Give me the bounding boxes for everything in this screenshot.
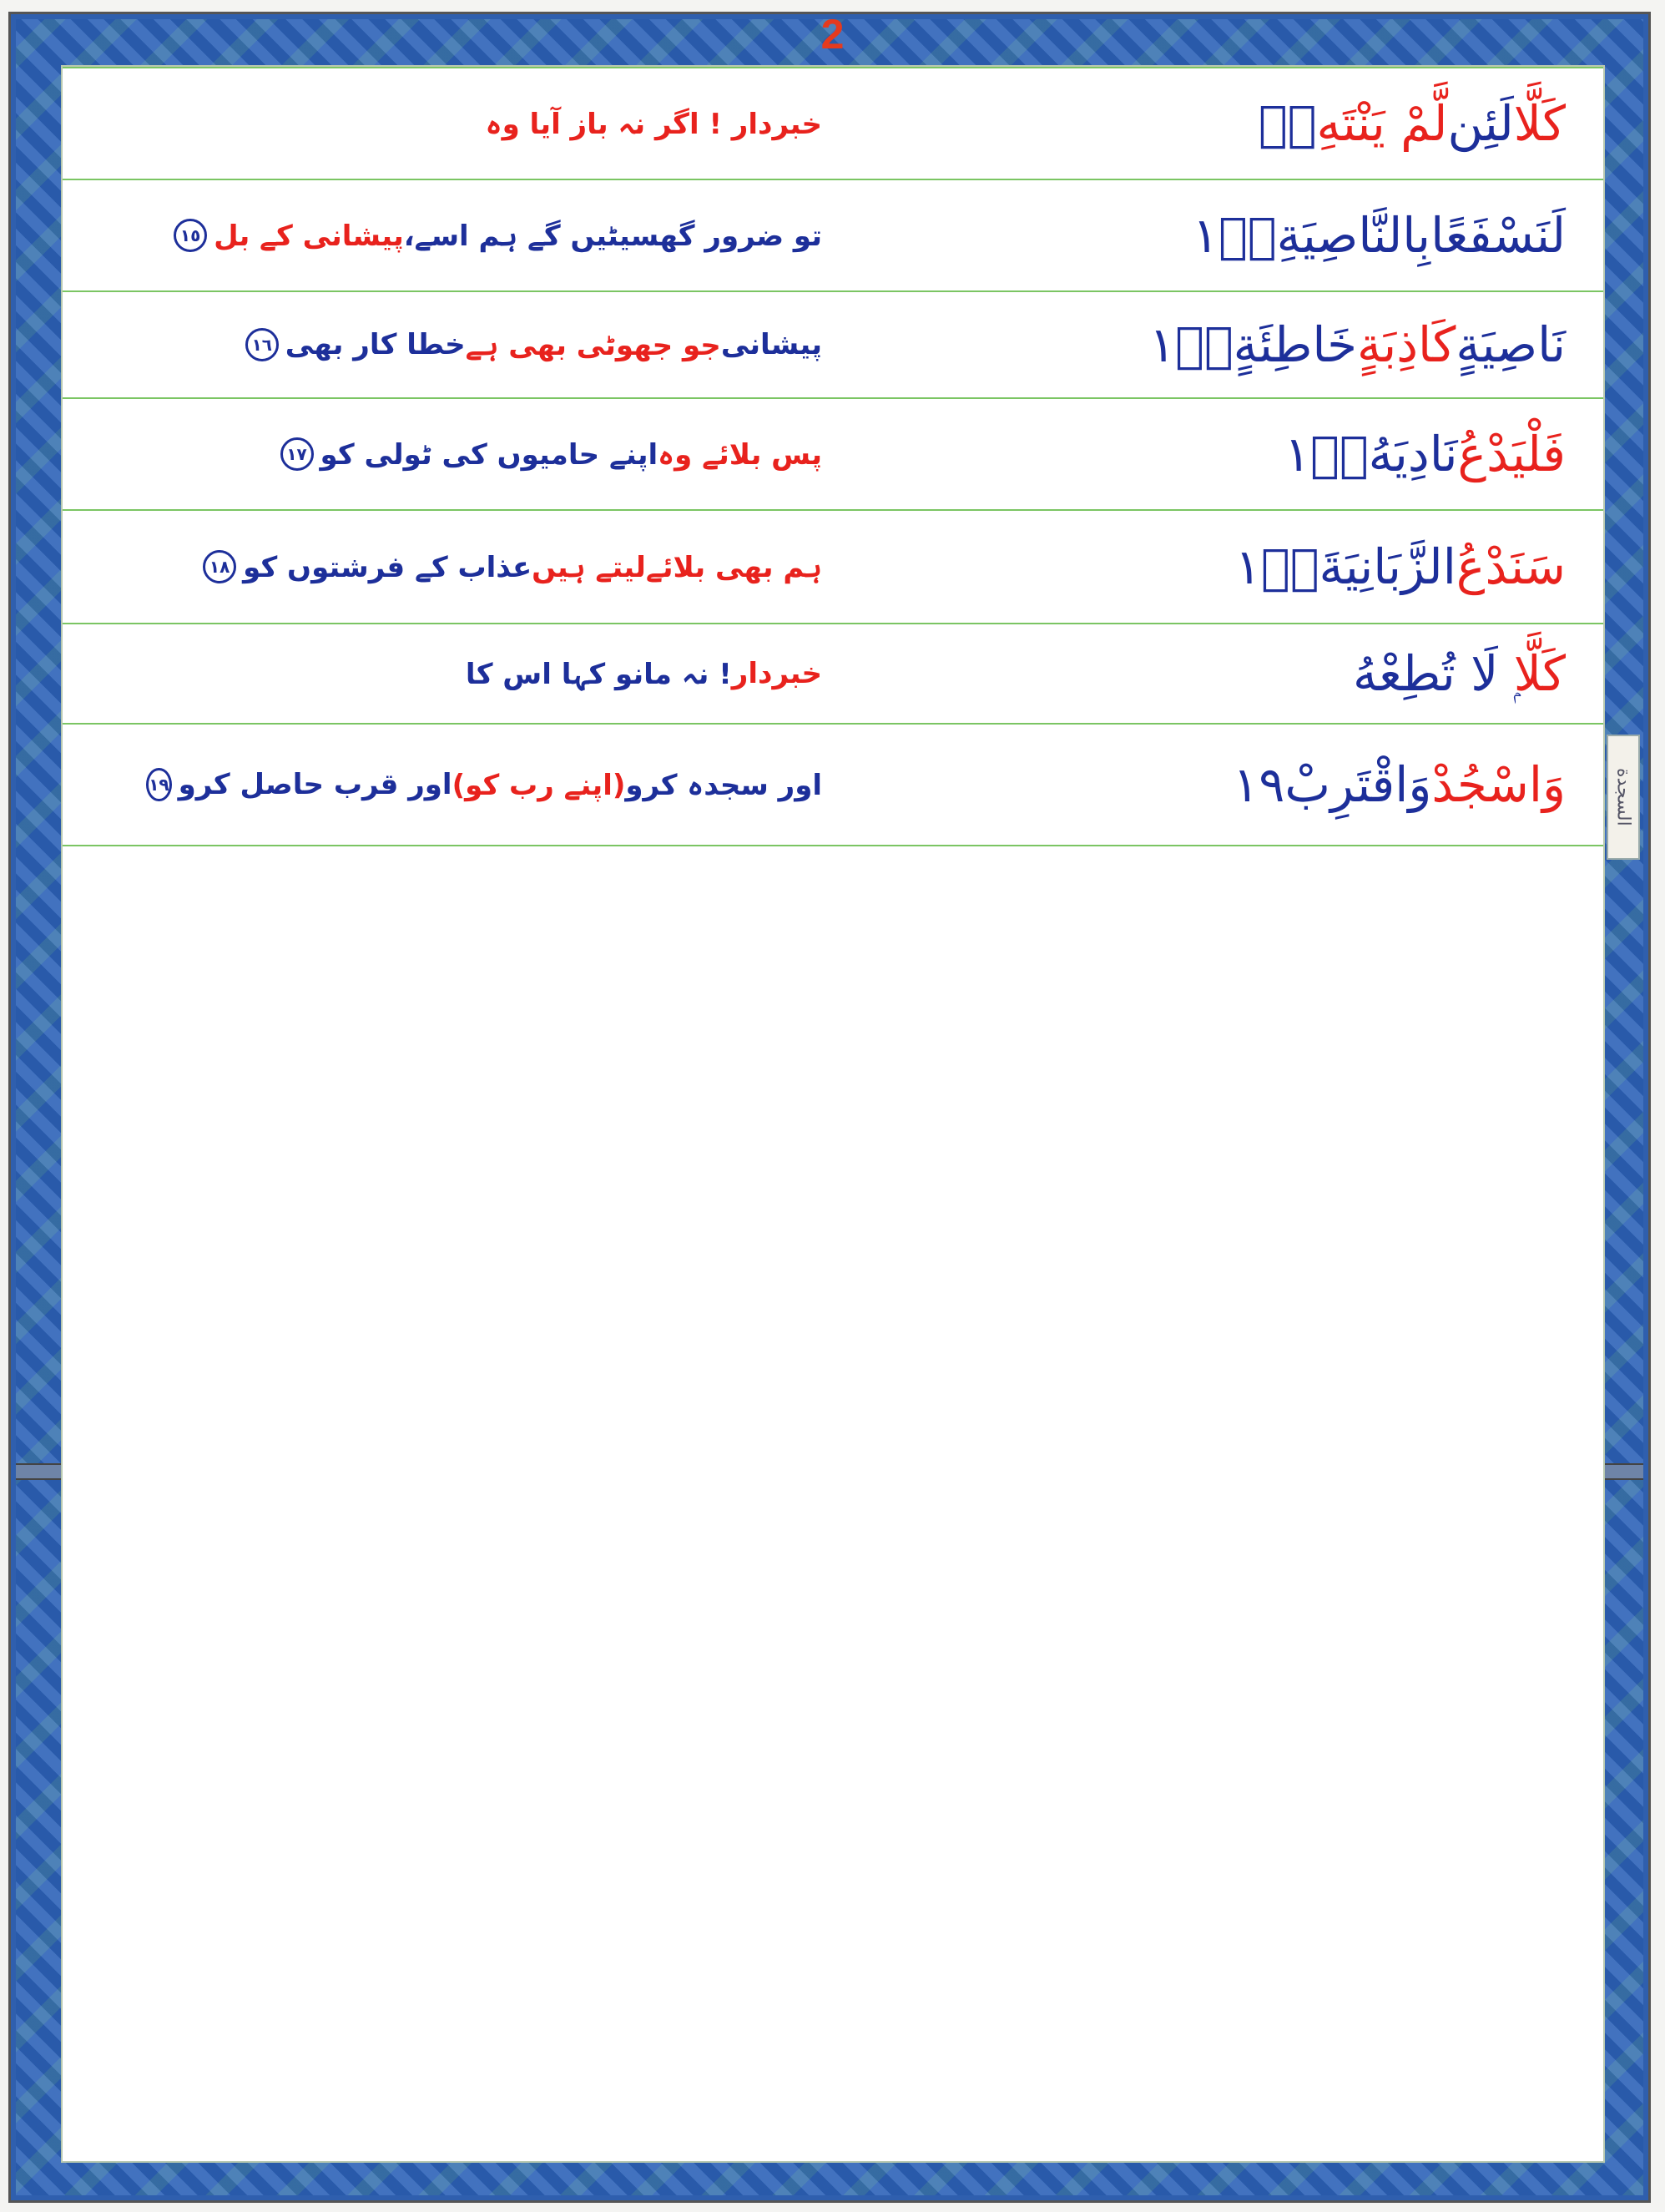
- arabic-segment: فَلْيَدْعُ: [1457, 426, 1566, 482]
- urdu-translation: [146, 511, 822, 623]
- urdu-translation: [146, 180, 822, 290]
- verse-row: [63, 180, 1603, 292]
- urdu-segment: لیتے ہیں: [532, 550, 646, 584]
- verse-number-badge: ١٥: [174, 219, 207, 252]
- arabic-segment: لَنَسْفَعًا: [1430, 207, 1566, 264]
- surah-side-marker: [1607, 735, 1640, 860]
- arabic-verse: [1353, 624, 1566, 723]
- urdu-segment: اپنے حامیوں کی ٹولی کو: [320, 437, 658, 472]
- arabic-verse: [1233, 725, 1566, 845]
- urdu-segment: جو جھوٹی بھی ہے: [465, 328, 721, 362]
- arabic-verse: [1259, 68, 1566, 179]
- urdu-segment: ! نہ مانو کہا اس کا: [465, 657, 732, 691]
- arabic-segment: الزَّبَانِيَةَ: [1319, 538, 1456, 595]
- arabic-segment: ١٦ۚ: [1148, 316, 1234, 373]
- arabic-segment: نَاصِيَةٍ: [1456, 316, 1566, 373]
- verse-table: [63, 67, 1603, 846]
- urdu-translation: [146, 624, 822, 723]
- urdu-translation: [146, 292, 822, 397]
- arabic-segment: كَاذِبَةٍ: [1356, 316, 1456, 373]
- verse-row: [63, 725, 1603, 846]
- urdu-translation: [146, 725, 822, 845]
- urdu-segment: ہم بھی بلائے: [645, 550, 822, 584]
- arabic-segment: وَاسْجُدْ: [1431, 756, 1566, 813]
- arabic-segment: ١٥ۙ: [1192, 207, 1277, 264]
- arabic-verse: [1193, 180, 1566, 290]
- urdu-segment: تو ضرور گھسیٹیں گے ہم اسے،: [403, 219, 822, 253]
- verse-number-badge: ١٩: [146, 768, 171, 801]
- verse-row: [63, 624, 1603, 725]
- arabic-segment: سَنَدْعُ: [1456, 538, 1566, 595]
- page-number: 2: [820, 11, 845, 58]
- urdu-segment: پس بلائے وہ: [658, 437, 822, 472]
- arabic-segment: ١٨ۙ: [1234, 538, 1319, 595]
- arabic-segment: ۵ۙ: [1258, 95, 1317, 152]
- verse-row: [63, 292, 1603, 399]
- arabic-segment: ۭ لَا تُطِعْهُ: [1353, 644, 1514, 702]
- verse-row: [63, 511, 1603, 624]
- urdu-segment: خبردار ! اگر نہ باز آیا وہ: [485, 107, 822, 141]
- arabic-segment: ١٩: [1233, 756, 1285, 813]
- urdu-segment: عذاب کے فرشتوں کو: [243, 550, 532, 584]
- urdu-segment: خطا کار بھی: [285, 328, 466, 361]
- arabic-segment: كَلَّا: [1513, 645, 1566, 702]
- verse-number-badge: ١٦: [245, 328, 279, 361]
- arabic-segment: نَادِيَهُ: [1368, 426, 1458, 482]
- urdu-segment: خبردار: [731, 657, 822, 690]
- verse-row: [63, 399, 1603, 511]
- urdu-translation: [146, 399, 822, 509]
- urdu-segment: پیشانی: [720, 328, 822, 361]
- urdu-translation: [146, 68, 822, 179]
- arabic-segment: ١٧ۙ: [1284, 426, 1369, 482]
- arabic-segment: خَاطِئَةٍ: [1233, 316, 1357, 373]
- arabic-segment: وَاقْتَرِبْ: [1284, 756, 1432, 813]
- arabic-verse: [1149, 292, 1566, 397]
- arabic-segment: بِالنَّاصِيَةِ: [1276, 207, 1431, 264]
- content-panel: [61, 65, 1605, 2163]
- urdu-segment: اور قرب حاصل کرو: [178, 768, 452, 801]
- verse-number-badge: ١٧: [280, 437, 314, 471]
- urdu-segment: پیشانی کے بل: [214, 219, 404, 253]
- urdu-segment: (اپنے رب کو): [452, 768, 626, 802]
- verse-row: [63, 67, 1603, 180]
- side-marker-text: السجدة: [1612, 768, 1634, 826]
- arabic-verse: [1284, 399, 1566, 509]
- urdu-segment: اور سجدہ کرو: [625, 768, 822, 802]
- arabic-verse: [1235, 511, 1566, 623]
- arabic-segment: كَلَّا: [1513, 95, 1566, 152]
- arabic-segment: لَئِن: [1447, 95, 1514, 152]
- verse-number-badge: ١٨: [203, 550, 236, 583]
- arabic-segment: لَّمْ يَنْتَهِ: [1316, 95, 1448, 152]
